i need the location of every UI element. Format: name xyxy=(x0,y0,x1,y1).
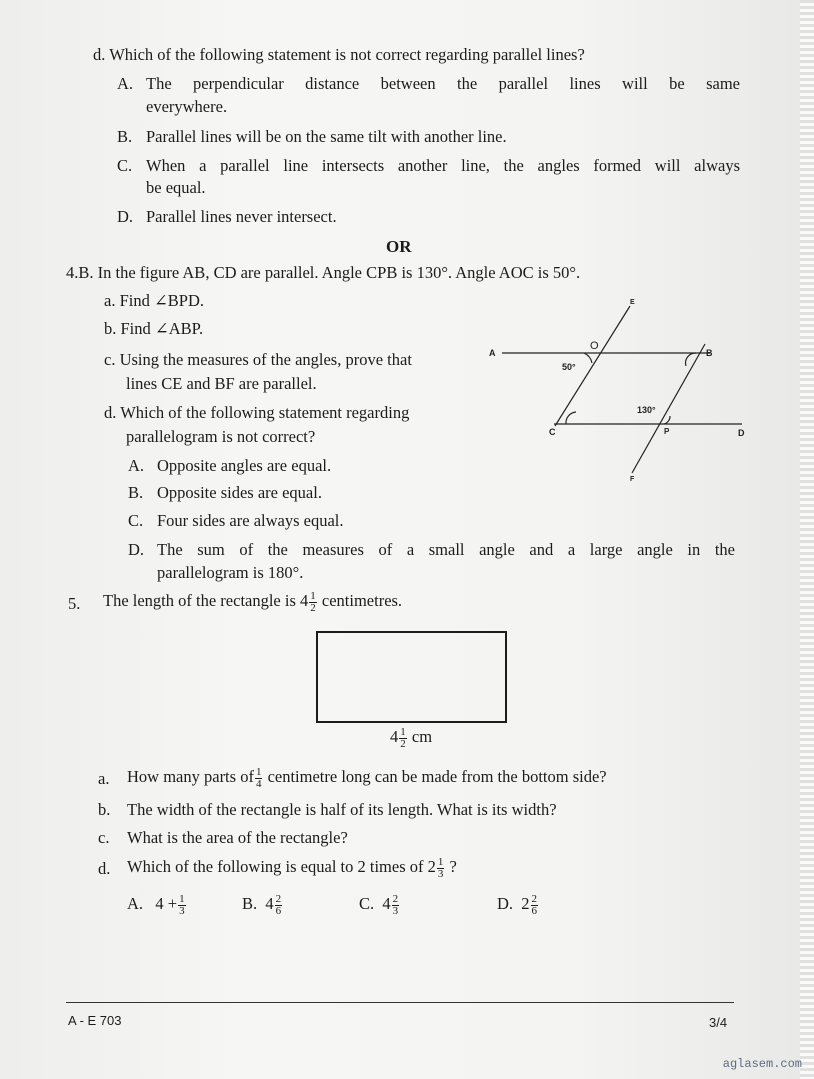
q4b-d-cont: parallelogram is not correct? xyxy=(126,427,316,446)
q4b-c-cont: lines CE and BF are parallel. xyxy=(126,374,317,393)
rectangle-length-label: 4 $\frac{1}{2}$ cm xyxy=(390,725,433,750)
watermark: aglasem.com xyxy=(722,1057,802,1071)
q5-choice-c: C. 4 $\frac{2}{3}$ xyxy=(359,892,399,917)
q5-stem: The length of the rectangle is 4 $\frac{1}{2}$ centimetres. xyxy=(103,589,403,614)
q5-b-label: b. xyxy=(98,800,111,819)
q5-c-label: c. xyxy=(98,828,110,847)
q4b-d-option-c-label: C. xyxy=(128,511,144,530)
q4b-d-option-b-label: B. xyxy=(128,483,144,502)
q5-stem-fraction: $\frac{1}{2}$ xyxy=(310,589,316,614)
q4a-d-option-d-label: D. xyxy=(117,207,134,226)
label-angle-50: 50° xyxy=(562,362,576,372)
q4b-stem: 4.B. In the figure AB, CD are parallel. Angle CPB is 130°. Angle AOC is 50°. xyxy=(66,263,581,282)
q4b-d: d. Which of the following statement regarding xyxy=(104,403,410,422)
angle-c-arc xyxy=(566,412,576,424)
q4a-d-option-c-text-cont: be equal. xyxy=(146,178,206,197)
q5-a-text: How many parts of $\frac{1}{4}$ centimetre long can be made from the bottom side? xyxy=(127,765,607,790)
label-o: O xyxy=(590,340,599,352)
q5-d-text: Which of the following is equal to 2 times of 2 $\frac{1}{3}$ ? xyxy=(127,855,457,880)
q4a-d-option-a-label: A. xyxy=(117,74,134,93)
page-number: 3/4 xyxy=(709,1015,728,1030)
q5-d-label: d. xyxy=(98,859,111,878)
q4b-c: c. Using the measures of the angles, prove that xyxy=(104,350,412,369)
parallel-lines-figure xyxy=(480,292,770,492)
q4b-a: a. Find ∠BPD. xyxy=(104,291,205,310)
q4a-d-option-b-text: Parallel lines will be on the same tilt with another line. xyxy=(146,127,507,146)
q4b-d-option-d-text: The sum of the measures of a small angle and a large angle in the xyxy=(157,540,735,559)
q5-number: 5. xyxy=(68,594,81,613)
label-p: P xyxy=(664,427,670,436)
label-c: C xyxy=(549,427,556,437)
q4b-d-option-a-label: A. xyxy=(128,456,145,475)
q5-c-text: What is the area of the rectangle? xyxy=(127,828,348,847)
q4a-d-option-c-label: C. xyxy=(117,156,133,175)
q4b-d-option-a-text: Opposite angles are equal. xyxy=(157,456,332,475)
or-divider: OR xyxy=(386,237,412,256)
q4a-d-question: d. Which of the following statement is not correct regarding parallel lines? xyxy=(93,45,585,64)
q4a-d-option-d-text: Parallel lines never intersect. xyxy=(146,207,337,226)
q4a-d-option-b-label: B. xyxy=(117,127,133,146)
label-e: E xyxy=(630,299,635,306)
paper-code: A - E 703 xyxy=(68,1013,122,1028)
page-edge xyxy=(800,0,814,1079)
label-a: A xyxy=(489,348,496,358)
q4b-d-option-b-text: Opposite sides are equal. xyxy=(157,483,322,502)
angle-aoc-arc xyxy=(584,353,592,363)
q5-b-text: The width of the rectangle is half of its length. What is its width? xyxy=(127,800,557,819)
label-f: F xyxy=(630,476,635,483)
label-d: D xyxy=(738,428,745,438)
label-b: B xyxy=(706,348,713,358)
q4b-d-option-d-label: D. xyxy=(128,540,145,559)
q4b-d-option-d-text-cont: parallelogram is 180°. xyxy=(157,563,304,582)
q4a-d-option-a-text-cont: everywhere. xyxy=(146,97,228,116)
label-angle-130: 130° xyxy=(637,405,656,415)
q4a-d-option-a-text: The perpendicular distance between the parallel lines will be same xyxy=(146,74,740,93)
q5-choice-d: D. 2 $\frac{2}{6}$ xyxy=(497,892,538,917)
q5-choice-a: A. 4 + $\frac{1}{3}$ xyxy=(127,892,185,917)
angle-b-arc xyxy=(686,353,696,366)
q5-choice-b: B. 4 $\frac{2}{6}$ xyxy=(242,892,282,917)
rectangle-figure xyxy=(316,631,507,723)
q5-a-label: a. xyxy=(98,769,110,788)
q4b-b: b. Find ∠ABP. xyxy=(104,319,204,338)
angle-cpb-arc xyxy=(664,416,670,424)
footer-rule xyxy=(66,1002,734,1003)
q4b-d-option-c-text: Four sides are always equal. xyxy=(157,511,344,530)
q4a-d-option-c-text: When a parallel line intersects another line, the angles formed will always xyxy=(146,156,740,175)
